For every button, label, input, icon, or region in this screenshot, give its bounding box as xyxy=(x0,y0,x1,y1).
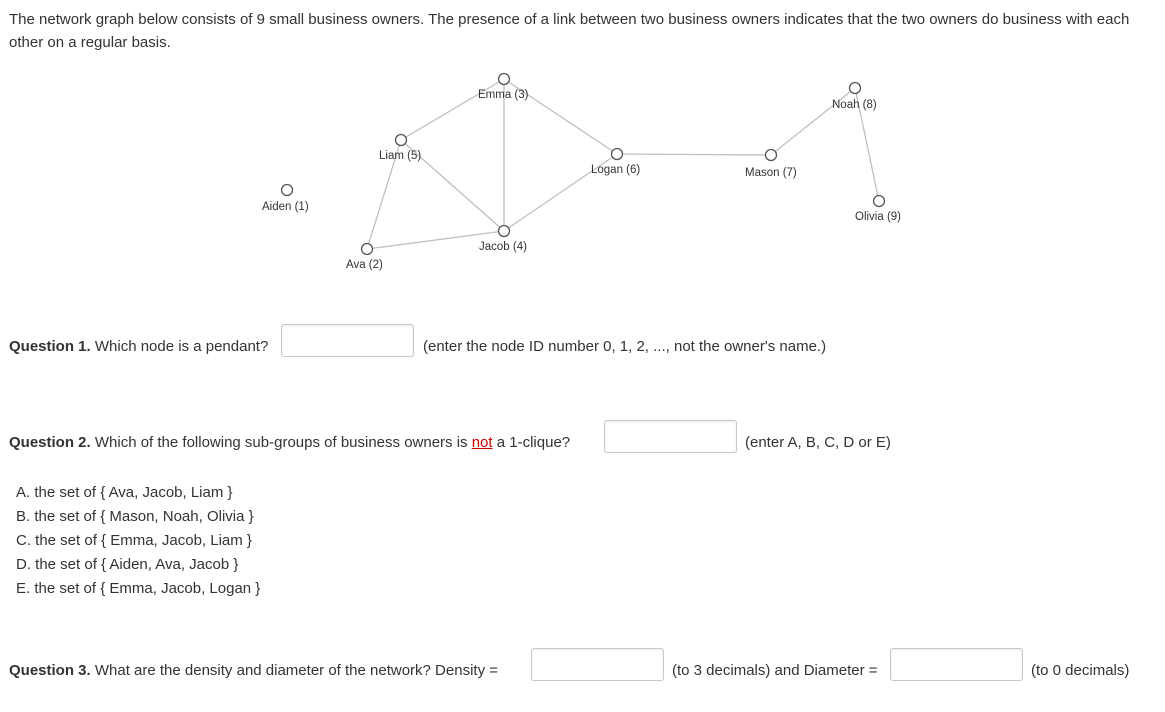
question-1 xyxy=(9,338,268,355)
node-2 xyxy=(362,244,373,255)
question-3 xyxy=(9,662,498,679)
node-label-5: Liam (5) xyxy=(379,150,422,162)
node-6 xyxy=(612,149,623,160)
node-label-2: Ava (2) xyxy=(346,259,383,271)
question-2-answer-input[interactable] xyxy=(604,420,737,453)
question-3-label: Question 3. xyxy=(9,662,91,679)
question-2-label: Question 2. xyxy=(9,434,91,451)
node-9 xyxy=(874,196,885,207)
option-d: D. the set of { Aiden, Ava, Jacob } xyxy=(16,556,239,573)
question-1-text: Which node is a pendant? xyxy=(94,338,269,355)
option-b: B. the set of { Mason, Noah, Olivia } xyxy=(16,508,254,525)
node-3 xyxy=(499,74,510,85)
node-1 xyxy=(282,185,293,196)
question-1-hint: (enter the node ID number 0, 1, 2, ..., not the owner's name.) xyxy=(423,338,827,355)
question-2-not-word: not xyxy=(471,434,493,451)
graph-nodes xyxy=(262,74,901,272)
network-graph xyxy=(0,60,1165,280)
question-1-label: Question 1. xyxy=(9,338,91,355)
node-8 xyxy=(850,83,861,94)
node-label-1: Aiden (1) xyxy=(262,201,309,213)
node-label-8: Noah (8) xyxy=(832,99,877,111)
diameter-answer-input[interactable] xyxy=(890,648,1023,681)
node-label-9: Olivia (9) xyxy=(855,211,902,223)
edge-6-7 xyxy=(617,154,771,155)
node-label-6: Logan (6) xyxy=(591,164,641,176)
intro-text: The network graph below consists of 9 small business owners. The presence of a link between two business owners indicates that the two owners do business with each other on a regular basis. xyxy=(9,11,1130,51)
question-2-hint: (enter A, B, C, D or E) xyxy=(745,434,891,451)
question-2-text-before: Which of the following sub-groups of business owners is xyxy=(94,434,468,451)
node-label-7: Mason (7) xyxy=(745,167,797,179)
question-2-text-after: a 1-clique? xyxy=(496,434,571,451)
option-a: A. the set of { Ava, Jacob, Liam } xyxy=(16,484,233,501)
question-3-end-text: (to 0 decimals) xyxy=(1031,662,1130,679)
question-2-options xyxy=(16,481,260,601)
option-e: E. the set of { Emma, Jacob, Logan } xyxy=(16,580,261,597)
node-label-3: Emma (3) xyxy=(478,89,529,101)
question-1-answer-input[interactable] xyxy=(281,324,414,357)
node-label-4: Jacob (4) xyxy=(479,241,527,253)
question-3-mid-text: (to 3 decimals) and Diameter = xyxy=(672,662,878,679)
node-4 xyxy=(499,226,510,237)
node-7 xyxy=(766,150,777,161)
question-2 xyxy=(9,434,570,451)
option-c: C. the set of { Emma, Jacob, Liam } xyxy=(16,532,252,549)
density-answer-input[interactable] xyxy=(531,648,664,681)
question-3-text: What are the density and diameter of the network? Density = xyxy=(94,662,498,679)
node-5 xyxy=(396,135,407,146)
